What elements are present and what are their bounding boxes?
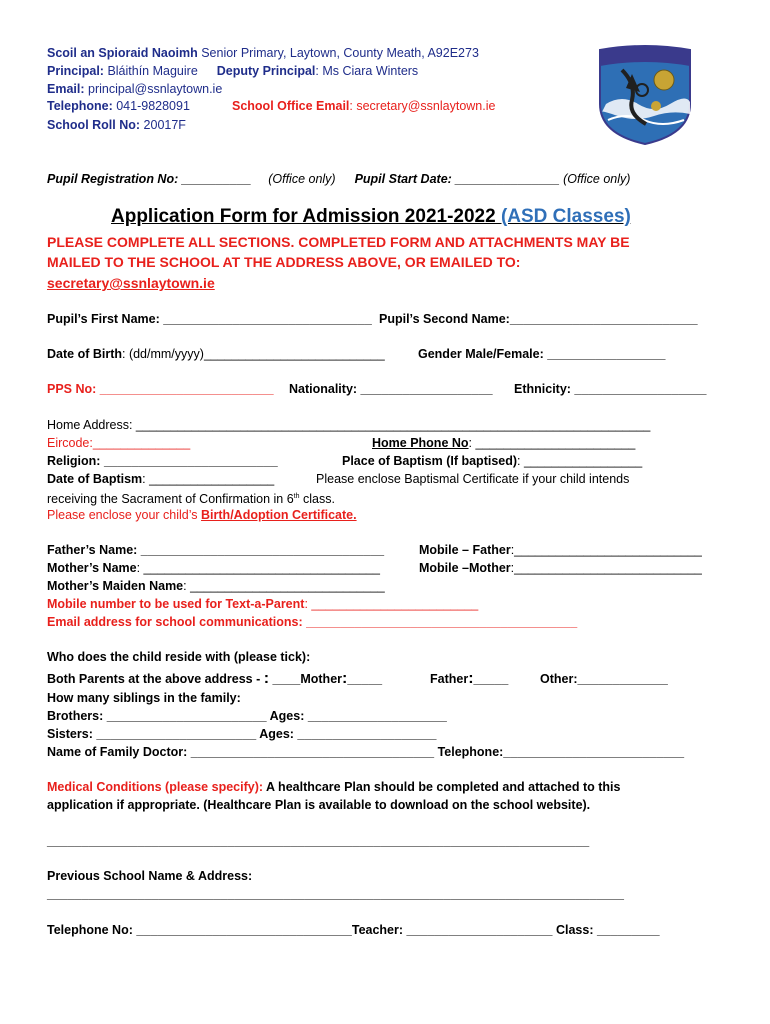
previous-school-field[interactable]: ___________________________________________________________________________________ [47,887,625,901]
school-address: Senior Primary, Laytown, County Meath, A92E273 [197,46,479,60]
roll-value: 20017F [140,118,186,132]
telephone-line [47,98,190,114]
principal-label: Principal: [47,64,104,78]
confirmation-text-end: class. [299,492,335,507]
mobile-mother-blank: :___________________________ [510,561,702,575]
principal-email[interactable]: principal@ssnlaytown.ie [84,82,223,96]
reside-question: Who does the child reside with (please tick): [47,650,311,664]
medical-text: A healthcare Plan should be completed and attached to this [263,780,621,794]
medical-conditions-line [47,779,621,795]
dob-format: : (dd/mm/yyyy)__________________________ [122,347,385,361]
school-email-field[interactable]: Email address for school communications: _______________________________________ [47,615,578,629]
email-line [47,81,222,97]
medical-label: Medical Conditions (please specify): [47,780,264,794]
deputy-label: Deputy Principal [216,64,316,78]
first-name-field[interactable]: Pupil’s First Name: ______________________________ [47,312,372,326]
both-colon: : [263,670,270,687]
mother-blank[interactable]: _____ [347,672,383,686]
confirmation-note [47,489,335,507]
eircode-field[interactable]: Eircode:______________ [47,436,191,450]
instruction-line-2: MAILED TO THE SCHOOL AT THE ADDRESS ABOVE, OR EMAILED TO: [47,254,521,270]
mother-name-field[interactable] [47,560,380,576]
text-a-parent-blank: : ________________________ [304,597,479,611]
mother-name-label: Mother’s Name [47,561,137,575]
previous-school-contacts[interactable]: Telephone No: _______________________________Teacher: _____________________ Class: _________ [47,923,660,937]
confirmation-text: receiving the Sacrament of Confirmation in 6 [47,492,294,507]
nationality-field[interactable]: Nationality: ___________________ [289,382,493,396]
family-doctor-field[interactable]: Name of Family Doctor: ___________________________________ Telephone:__________________________ [47,745,685,759]
registration-office-note: (Office only) [268,172,336,186]
second-name-field[interactable]: Pupil’s Second Name:___________________________ [379,312,698,326]
text-a-parent-label: Mobile number to be used for Text-a-Parent [47,597,305,611]
telephone-label: Telephone: [47,99,113,113]
mobile-mother-label: Mobile –Mother [419,561,511,575]
previous-school-label: Previous School Name & Address: [47,869,253,883]
birth-certificate-note [47,507,357,523]
office-email-value[interactable]: : secretary@ssnlaytown.ie [349,99,496,113]
mobile-father-blank: :___________________________ [510,543,702,557]
baptism-date-field[interactable] [47,471,274,487]
home-phone-label: Home Phone No [372,436,469,450]
baptism-date-label: Date of Baptism [47,472,143,486]
school-name-line [47,45,479,61]
home-phone-field[interactable] [372,435,635,451]
mother-name-blank: : __________________________________ [136,561,380,575]
confirmation-sup: th [293,493,300,500]
siblings-question: How many siblings in the family: [47,691,241,705]
form-title-main: Application Form for Admission 2021-2022 [111,206,501,227]
maiden-name-blank: : ____________________________ [183,579,385,593]
baptism-place-label: Place of Baptism (If baptised) [342,454,518,468]
pupil-registration-label: Pupil Registration No: __________ [47,172,252,186]
principal-line [47,63,418,79]
principal-name: Bláithín Maguire [103,64,198,78]
email-label: Email: [47,82,85,96]
deputy-name: : Ms Ciara Winters [315,64,419,78]
maiden-name-field[interactable] [47,578,385,594]
pps-field[interactable]: PPS No: _________________________ [47,382,274,396]
maiden-name-label: Mother’s Maiden Name [47,579,184,593]
sisters-field[interactable]: Sisters: _______________________ Ages: ____________________ [47,727,437,741]
father-colon: : [468,670,474,687]
gender-field[interactable]: Gender Male/Female: _________________ [418,347,666,361]
school-name: Scoil an Spioraid Naoimh [47,46,198,60]
father-residence [430,671,508,687]
mobile-mother-field[interactable] [419,560,702,576]
birth-cert-text: Please enclose your child’s [47,508,202,522]
baptism-date-blank: : __________________ [142,472,275,486]
other-option[interactable]: Other:_____________ [540,672,668,686]
school-crest-icon [592,44,698,146]
mobile-father-label: Mobile – Father [419,543,511,557]
pupil-start-date-label: Pupil Start Date: _______________ [354,172,560,186]
mother-option[interactable]: ____Mother [269,672,343,686]
birth-cert-emphasis: Birth/Adoption Certificate. [201,508,357,522]
father-blank[interactable]: _____ [473,672,509,686]
medical-conditions-field[interactable]: ______________________________________________________________________________ [47,834,590,848]
ethnicity-field[interactable]: Ethnicity: ___________________ [514,382,707,396]
form-title [111,205,631,229]
religion-field[interactable]: Religion: _________________________ [47,454,278,468]
text-a-parent-field[interactable] [47,596,478,612]
baptism-place-field[interactable] [342,453,642,469]
both-parents-option[interactable]: Both Parents at the above address - [47,672,264,686]
brothers-field[interactable]: Brothers: _______________________ Ages: ____________________ [47,709,447,723]
roll-label: School Roll No: [47,118,141,132]
baptism-place-blank: : _________________ [517,454,643,468]
office-email-line [232,98,495,114]
pupil-registration-line [47,171,630,187]
start-date-office-note: (Office only) [563,172,631,186]
residence-options [47,671,382,687]
father-name-field[interactable]: Father’s Name: ___________________________________ [47,543,385,557]
mobile-father-field[interactable] [419,542,702,558]
instruction-email-link[interactable]: secretary@ssnlaytown.ie [47,275,215,291]
dob-label: Date of Birth [47,347,122,361]
home-address-field[interactable]: Home Address: __________________________________________________________________________ [47,418,651,432]
office-email-label: School Office Email [232,99,350,113]
home-phone-blank: : _______________________ [468,436,636,450]
telephone-value: 041-9828091 [112,99,190,113]
mother-colon: : [342,670,348,687]
medical-text-2: application if appropriate. (Healthcare Plan is available to download on the school website). [47,798,591,812]
father-option[interactable]: Father [430,672,469,686]
dob-field[interactable] [47,346,385,362]
baptism-note: Please enclose Baptismal Certificate if your child intends [316,472,630,486]
roll-line [47,117,186,133]
instruction-line-1: PLEASE COMPLETE ALL SECTIONS. COMPLETED FORM AND ATTACHMENTS MAY BE [47,234,630,250]
form-title-sub: (ASD Classes) [500,206,631,227]
